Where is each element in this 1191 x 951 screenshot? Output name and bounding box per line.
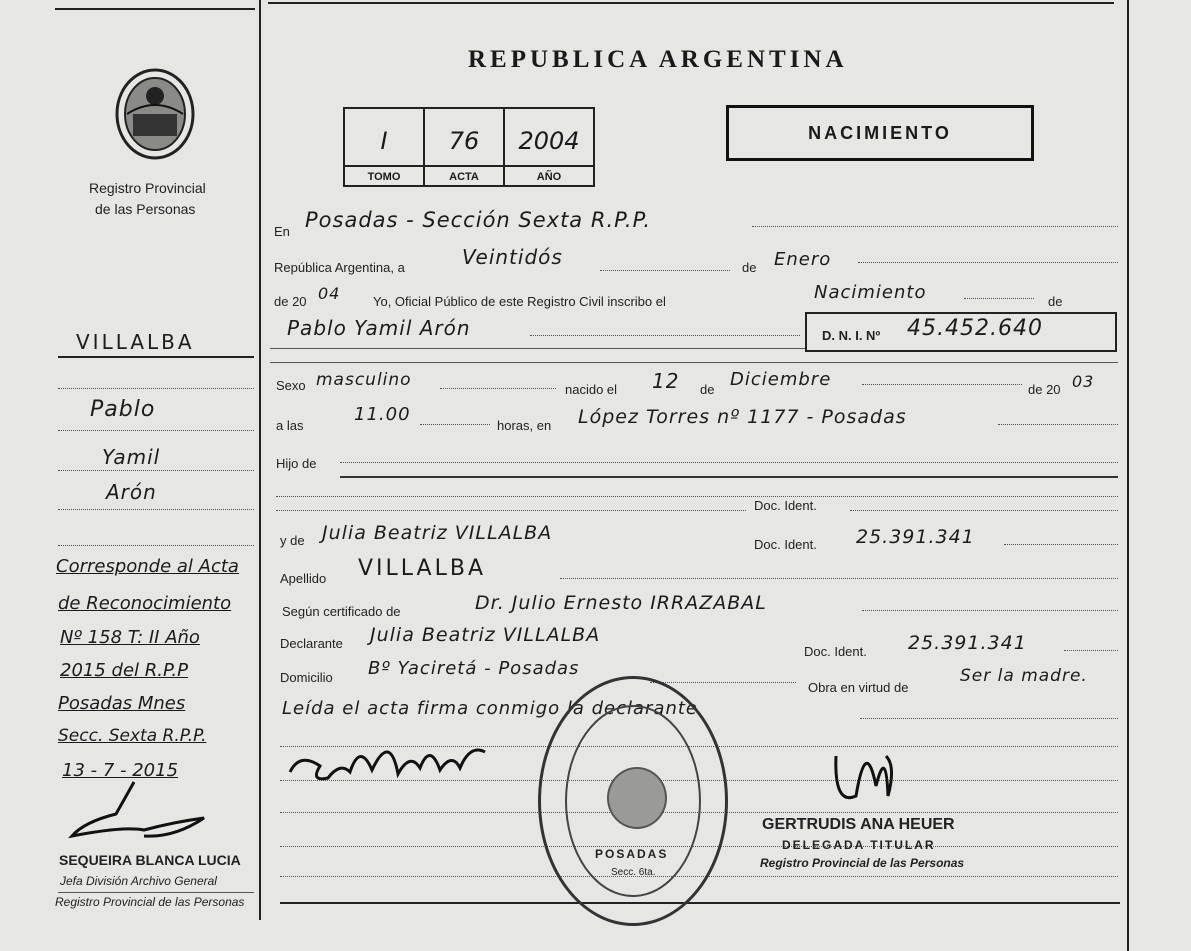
month-value: Enero xyxy=(774,249,832,270)
dotted-line xyxy=(650,682,796,683)
sidebar-line xyxy=(58,356,254,358)
sidebar-dots xyxy=(58,470,254,471)
registrar-name: GERTRUDIS ANA HEUER xyxy=(762,816,955,833)
certificado-value: Dr. Julio Ernesto IRRAZABAL xyxy=(475,592,767,614)
apellido-value: VILLALBA xyxy=(358,556,487,581)
acta-value: 76 xyxy=(448,127,480,155)
province-seal-icon xyxy=(113,66,197,162)
doc-ident-label-2: Doc. Ident. xyxy=(754,537,817,552)
year-prefix: de 20 xyxy=(274,294,307,309)
office-name-line1: Registro Provincial xyxy=(89,180,206,196)
right-border xyxy=(1127,0,1129,951)
birth-month: Diciembre xyxy=(730,369,832,390)
stamp-city: POSADAS xyxy=(595,847,669,861)
sidebar-given-name-2: Yamil xyxy=(102,445,161,469)
closing-text: Leída el acta firma conmigo la declarante xyxy=(282,698,699,719)
stamp-section: Secc. 6ta. xyxy=(611,867,656,878)
republica-label: República Argentina, a xyxy=(274,260,405,275)
person-value: Pablo Yamil Arón xyxy=(287,316,471,340)
top-rule-left xyxy=(55,8,255,10)
sidebar-official-title: Jefa División Archivo General xyxy=(60,874,217,888)
de-label-2: de xyxy=(1048,294,1063,309)
a-las-label: a las xyxy=(276,418,304,433)
domicilio-label: Domicilio xyxy=(280,670,333,685)
row-line xyxy=(270,348,805,349)
row-line xyxy=(340,476,1118,478)
acta-label: ACTA xyxy=(425,165,503,183)
dotted-line xyxy=(276,510,746,511)
registrar-title: DELEGADA TITULAR xyxy=(782,838,936,852)
sidebar-official-name: SEQUEIRA BLANCA LUCIA xyxy=(59,852,241,868)
dni-box xyxy=(805,312,1117,352)
act-value: Nacimiento xyxy=(814,282,927,303)
hijo-label: Hijo de xyxy=(276,456,317,471)
sidebar-dots xyxy=(58,509,254,510)
row-line xyxy=(270,362,1118,363)
sidebar-given-name-3: Arón xyxy=(106,480,157,504)
birth-year-prefix: de 20 xyxy=(1028,382,1061,397)
dni-label: D. N. I. Nº xyxy=(822,328,881,343)
sidebar-dots xyxy=(58,545,254,546)
country-title: REPUBLICA ARGENTINA xyxy=(468,46,848,73)
obra-value: Ser la madre. xyxy=(960,666,1088,686)
horas-label: horas, en xyxy=(497,418,552,433)
dotted-line xyxy=(850,510,1118,511)
declarante-doc: 25.391.341 xyxy=(908,632,1027,654)
dotted-line xyxy=(964,298,1034,299)
dotted-line xyxy=(420,424,490,425)
mother-value: Julia Beatriz VILLALBA xyxy=(322,522,553,544)
dotted-line xyxy=(1064,650,1118,651)
doc-ident-label-3: Doc. Ident. xyxy=(804,644,867,659)
birth-day: 12 xyxy=(652,369,680,393)
annotation-line-1: Corresponde al Acta xyxy=(56,556,239,577)
top-rule-main xyxy=(268,2,1114,4)
tomo-cell xyxy=(345,109,425,187)
sidebar-given-name-1: Pablo xyxy=(90,397,156,422)
apellido-label: Apellido xyxy=(280,571,327,586)
bottom-rule xyxy=(280,902,1120,904)
record-type-box: NACIMIENTO xyxy=(726,105,1034,161)
dotted-line xyxy=(1004,544,1118,545)
sidebar-divider xyxy=(259,0,261,920)
dotted-line xyxy=(340,462,1118,463)
ano-cell xyxy=(505,109,593,187)
birth-year-suffix: 03 xyxy=(1072,372,1095,391)
declarante-value: Julia Beatriz VILLALBA xyxy=(370,624,601,646)
sidebar-surname: VILLALBA xyxy=(76,330,195,354)
annotation-line-2: de Reconocimiento xyxy=(58,593,232,614)
oficial-text: Yo, Oficial Público de este Registro Civil inscribo el xyxy=(373,294,666,309)
registrar-office: Registro Provincial de las Personas xyxy=(760,856,965,870)
dotted-line xyxy=(858,262,1118,263)
en-label: En xyxy=(274,224,290,239)
place-value: López Torres nº 1177 - Posadas xyxy=(578,406,907,428)
registrar-signature xyxy=(826,726,906,826)
de-label-3: de xyxy=(700,382,715,397)
sidebar-official-office: Registro Provincial de las Personas xyxy=(55,895,245,909)
hour-value: 11.00 xyxy=(354,404,411,425)
annotation-line-3: Nº 158 T: II Año xyxy=(60,627,200,648)
annotation-line-5: Posadas Mnes xyxy=(58,693,186,714)
dotted-line xyxy=(862,610,1118,611)
sexo-value: masculino xyxy=(316,370,412,390)
ano-value: 2004 xyxy=(518,127,580,155)
obra-label: Obra en virtud de xyxy=(808,680,909,695)
day-value: Veintidós xyxy=(462,245,563,269)
certificado-label: Según certificado de xyxy=(282,604,401,619)
annotation-line-6: Secc. Sexta R.P.P. xyxy=(58,726,207,746)
dotted-line xyxy=(600,270,730,271)
dotted-line xyxy=(752,226,1118,227)
nacido-label: nacido el xyxy=(565,382,618,397)
official-stamp xyxy=(538,676,728,926)
en-value: Posadas - Sección Sexta R.P.P. xyxy=(305,208,652,232)
declarante-label: Declarante xyxy=(280,636,343,651)
dotted-line xyxy=(862,384,1022,385)
dotted-line xyxy=(560,578,1118,579)
annotation-line-7: 13 - 7 - 2015 xyxy=(62,760,179,781)
year-suffix: 04 xyxy=(318,284,341,303)
registry-box xyxy=(343,107,595,187)
domicilio-value: Bº Yaciretá - Posadas xyxy=(368,658,580,679)
sidebar-line xyxy=(58,892,254,893)
doc-ident-label-1: Doc. Ident. xyxy=(754,498,817,513)
sidebar-dots xyxy=(58,388,254,389)
office-name-line2: de las Personas xyxy=(95,201,196,217)
dotted-line xyxy=(276,496,1118,497)
y-de-label: y de xyxy=(280,533,305,548)
declarant-signature xyxy=(280,722,495,802)
acta-cell xyxy=(425,109,505,187)
annotation-line-4: 2015 del R.P.P xyxy=(60,660,188,681)
de-label: de xyxy=(742,260,757,275)
sexo-label: Sexo xyxy=(276,378,306,393)
dni-value: 45.452.640 xyxy=(907,316,1043,341)
dotted-line xyxy=(860,718,1118,719)
dotted-line xyxy=(998,424,1118,425)
tomo-value: I xyxy=(380,127,388,155)
sidebar-dots xyxy=(58,430,254,431)
ano-label: AÑO xyxy=(505,165,593,183)
tomo-label: TOMO xyxy=(345,165,423,183)
dotted-line xyxy=(440,388,556,389)
stamp-inner-ring xyxy=(565,705,701,897)
mother-doc: 25.391.341 xyxy=(856,526,975,548)
stamp-emblem-icon xyxy=(607,767,667,829)
sidebar-signature xyxy=(64,778,214,848)
dotted-line xyxy=(530,335,800,336)
